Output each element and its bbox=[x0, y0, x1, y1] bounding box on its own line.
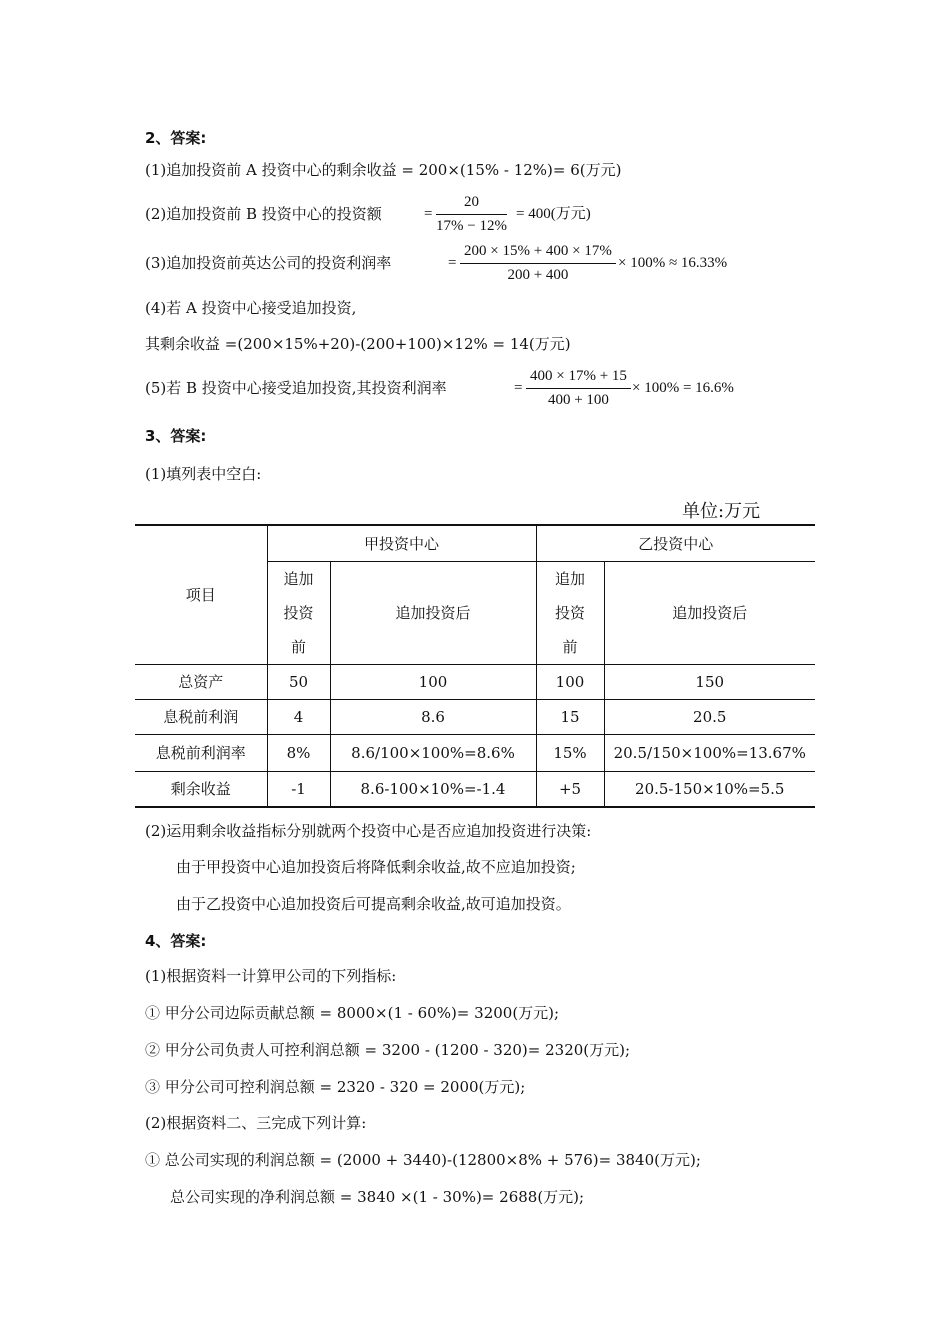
s2-fraction-1-numerator: 20 bbox=[436, 194, 507, 215]
s3-q2-b: 由于乙投资中心追加投资后可提高剩余收益,故可追加投资。 bbox=[176, 895, 571, 913]
section-3-heading: 3、答案: bbox=[145, 427, 207, 445]
table-row bbox=[135, 664, 815, 699]
cell: 8.6-100×10%=-1.4 bbox=[330, 771, 536, 807]
s2-fraction-1 bbox=[436, 194, 507, 235]
b-before-char-2: 投资 bbox=[554, 603, 585, 622]
a-after-header: 追加投资后 bbox=[330, 561, 536, 664]
a-before-header bbox=[267, 561, 330, 664]
cell: 8.6/100×100%=8.6% bbox=[330, 734, 536, 771]
row-label: 总资产 bbox=[135, 664, 267, 699]
s2-line-6-suffix: × 100% = 16.6% bbox=[632, 380, 734, 396]
s4-q1-c: ③ 甲分公司可控利润总额 = 2320 - 320 = 2000(万元); bbox=[145, 1078, 526, 1096]
s2-fraction-2-denominator: 200 + 400 bbox=[507, 267, 569, 283]
s4-q2: (2)根据资料二、三完成下列计算: bbox=[145, 1114, 367, 1132]
table-row bbox=[135, 771, 815, 807]
center-b-header: 乙投资中心 bbox=[536, 525, 815, 561]
s2-line-2-suffix: = 400(万元) bbox=[516, 206, 591, 222]
s4-q1-b: ② 甲分公司负责人可控利润总额 = 3200 - (1200 - 320)= 2320(万元); bbox=[145, 1041, 631, 1059]
s2-line-6-prefix: (5)若 B 投资中心接受追加投资,其投资利润率 bbox=[145, 379, 447, 397]
s3-intro: (1)填列表中空白: bbox=[145, 465, 262, 483]
row-label: 息税前利润率 bbox=[135, 734, 267, 771]
s2-fraction-2-numerator: 200 × 15% + 400 × 17% bbox=[460, 243, 616, 264]
s2-fraction-3 bbox=[526, 368, 631, 409]
item-header: 项目 bbox=[135, 525, 267, 664]
s4-q1: (1)根据资料一计算甲公司的下列指标: bbox=[145, 967, 397, 985]
s4-q2-a: ① 总公司实现的利润总额 = (2000 + 3440)-(12800×8% + 576)= 3840(万元); bbox=[145, 1151, 701, 1169]
cell: 8% bbox=[267, 734, 330, 771]
cell: 20.5 bbox=[604, 699, 815, 734]
s2-line-2-prefix: (2)追加投资前 B 投资中心的投资额 bbox=[145, 205, 382, 223]
cell: -1 bbox=[267, 771, 330, 807]
cell: 8.6 bbox=[330, 699, 536, 734]
s2-fraction-1-denominator: 17% − 12% bbox=[436, 218, 507, 234]
cell: 15% bbox=[536, 734, 604, 771]
row-label: 剩余收益 bbox=[135, 771, 267, 807]
investment-table bbox=[135, 524, 815, 808]
cell: 100 bbox=[536, 664, 604, 699]
s2-fraction-3-numerator: 400 × 17% + 15 bbox=[526, 368, 631, 389]
table-row bbox=[135, 734, 815, 771]
s2-line-3-suffix: × 100% ≈ 16.33% bbox=[618, 255, 728, 271]
s2-fraction-2 bbox=[460, 243, 616, 284]
b-before-char-3: 前 bbox=[562, 637, 578, 656]
a-before-char-3: 前 bbox=[290, 637, 306, 656]
table-row bbox=[135, 699, 815, 734]
unit-label: 单位:万元 bbox=[682, 501, 761, 522]
cell: 150 bbox=[604, 664, 815, 699]
s4-q2-b: 总公司实现的净利润总额 = 3840 ×(1 - 30%)= 2688(万元); bbox=[170, 1188, 585, 1206]
b-before-header bbox=[536, 561, 604, 664]
a-before-char-2: 投资 bbox=[283, 603, 314, 622]
cell: 20.5/150×100%=13.67% bbox=[604, 734, 815, 771]
s2-line-3-eq: = bbox=[448, 255, 457, 271]
cell: 20.5-150×10%=5.5 bbox=[604, 771, 815, 807]
cell: 15 bbox=[536, 699, 604, 734]
section-4-heading: 4、答案: bbox=[145, 932, 207, 950]
cell: 50 bbox=[267, 664, 330, 699]
row-label: 息税前利润 bbox=[135, 699, 267, 734]
s2-line-3-prefix: (3)追加投资前英达公司的投资利润率 bbox=[145, 254, 392, 272]
s2-line-4: (4)若 A 投资中心接受追加投资, bbox=[145, 299, 357, 317]
s4-q1-a: ① 甲分公司边际贡献总额 = 8000×(1 - 60%)= 3200(万元); bbox=[145, 1004, 560, 1022]
cell: 100 bbox=[330, 664, 536, 699]
center-a-header: 甲投资中心 bbox=[267, 525, 536, 561]
b-before-char-1: 追加 bbox=[554, 569, 585, 588]
s2-line-1: (1)追加投资前 A 投资中心的剩余收益 = 200×(15% - 12%)= 6(万元) bbox=[145, 161, 622, 179]
section-2-heading: 2、答案: bbox=[145, 129, 207, 147]
b-after-header: 追加投资后 bbox=[604, 561, 815, 664]
s3-q2-a: 由于甲投资中心追加投资后将降低剩余收益,故不应追加投资; bbox=[176, 858, 576, 876]
s2-line-5: 其剩余收益 =(200×15%+20)-(200+100)×12% = 14(万元) bbox=[145, 335, 571, 353]
a-before-char-1: 追加 bbox=[283, 569, 314, 588]
s2-line-2-eq: = bbox=[424, 206, 433, 222]
s2-line-6-eq: = bbox=[514, 380, 523, 396]
s3-q2: (2)运用剩余收益指标分别就两个投资中心是否应追加投资进行决策: bbox=[145, 822, 592, 840]
s2-fraction-3-denominator: 400 + 100 bbox=[547, 392, 609, 408]
cell: 4 bbox=[267, 699, 330, 734]
cell: +5 bbox=[536, 771, 604, 807]
